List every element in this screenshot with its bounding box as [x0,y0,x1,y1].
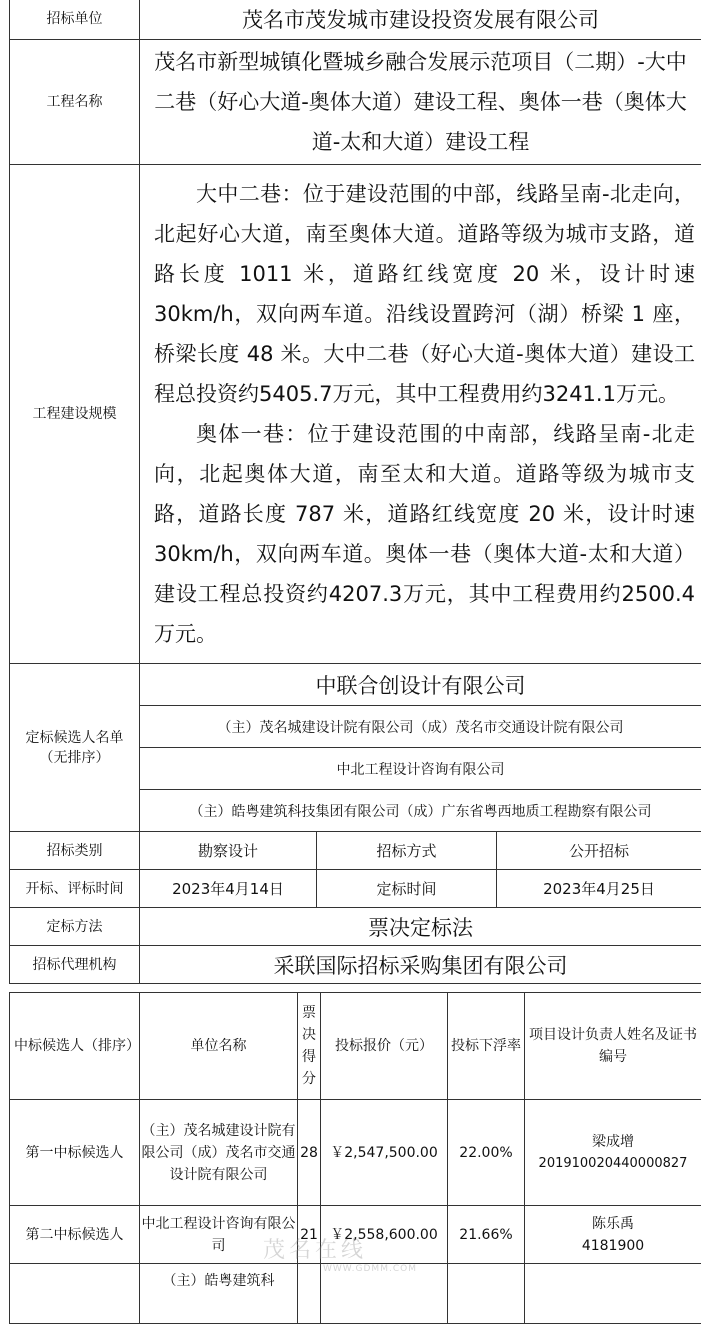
bidder-label: 招标单位 [10,0,140,40]
row-leader [525,1100,701,1206]
header-unit: 单位名称 [140,993,298,1100]
table-row [10,1206,701,1264]
bidder-value: 茂名市茂发城市建设投资发展有限公司 [140,0,701,40]
shortlist-item: （主）皓粤建筑科技集团有限公司（成）广东省粤西地质工程勘察有限公司 [140,790,701,832]
candidates-table [9,992,701,1324]
watermark-url: WWW.GDMM.COM [323,1264,463,1274]
method-label: 招标方式 [317,832,497,870]
decide-time-label: 定标时间 [317,870,497,908]
row-float [448,1264,525,1324]
category-label: 招标类别 [10,832,140,870]
row-votes [298,1264,321,1324]
header-votes: 票决得分 [298,993,321,1100]
row-unit: （主）皓粤建筑科 [140,1264,298,1324]
leader-cert: 4181900 [525,1235,701,1257]
shortlist-label: 定标候选人名单（无排序） [10,664,140,832]
table-row [10,1264,701,1324]
row-price [321,1264,448,1324]
category-value: 勘察设计 [140,832,317,870]
scale-paragraph-2: 奥体一巷：位于建设范围的中南部，线路呈南-北走向，北起奥体大道，南至太和大道。道路等级为城市支路，道路长度 787 米，道路红线宽度 20 米，设计时速 30km/h，双向两车道。奥体一巷（奥体大道-太和大道）建设工程总投资约4207.3万元，其中工程费用约2500.4万元。 [154,414,695,654]
agent-value: 采联国际招标采购集团有限公司 [140,946,701,984]
project-value: 茂名市新型城镇化暨城乡融合发展示范项目（二期）-大中二巷（好心大道-奥体大道）建设工程、奥体一巷（奥体大道-太和大道）建设工程 [140,40,701,165]
row-float: 22.00% [448,1100,525,1206]
row-price: ￥2,547,500.00 [321,1100,448,1206]
row-float: 21.66% [448,1206,525,1264]
tender-info-table [9,0,701,984]
row-votes: 28 [298,1100,321,1206]
leader-name: 陈乐禹 [525,1213,701,1235]
open-time-label: 开标、评标时间 [10,870,140,908]
scale-paragraph-1: 大中二巷：位于建设范围的中部，线路呈南-北走向，北起好心大道，南至奥体大道。道路等级为城市支路，道路长度 1011 米，道路红线宽度 20 米，设计时速 30km/h，双向两车道。沿线设置跨河（湖）桥梁 1 座，桥梁长度 48 米。大中二巷（好心大道-奥体大道）建设工程总投资约5405.7万元，其中工程费用约3241.1万元。 [154,174,695,414]
shortlist-item: 中联合创设计有限公司 [140,664,701,706]
project-label: 工程名称 [10,40,140,165]
leader-cert: 20191002044000082​7 [525,1153,701,1175]
row-leader [525,1264,701,1324]
row-unit: （主）茂名城建设计院有限公司（成）茂名市交通设计院有限公司 [140,1100,298,1206]
decide-time-value: 2023年4月25日 [497,870,701,908]
header-leader: 项目设计负责人姓名及证书编号 [525,993,701,1100]
header-rank: 中标候选人（排序） [10,993,140,1100]
leader-name: 梁成增 [525,1131,701,1153]
scale-value [140,165,701,664]
table-row [10,1100,701,1206]
scale-label: 工程建设规模 [10,165,140,664]
shortlist-item: 中北工程设计咨询有限公司 [140,748,701,790]
row-unit: 中北工程设计咨询有限公司 [140,1206,298,1264]
shortlist-item: （主）茂名城建设计院有限公司（成）茂名市交通设计院有限公司 [140,706,701,748]
row-price: ￥2,558,600.00 [321,1206,448,1264]
watermark-logo-text: 茂名在线 [263,1233,463,1264]
agent-label: 招标代理机构 [10,946,140,984]
open-time-value: 2023年4月14日 [140,870,317,908]
row-leader [525,1206,701,1264]
row-rank [10,1264,140,1324]
header-price: 投标报价（元） [321,993,448,1100]
row-rank: 第一中标候选人 [10,1100,140,1206]
row-rank: 第二中标候选人 [10,1206,140,1264]
method-value: 公开招标 [497,832,701,870]
decide-method-label: 定标方法 [10,908,140,946]
row-votes: 21 [298,1206,321,1264]
header-float: 投标下浮率 [448,993,525,1100]
decide-method-value: 票决定标法 [140,908,701,946]
